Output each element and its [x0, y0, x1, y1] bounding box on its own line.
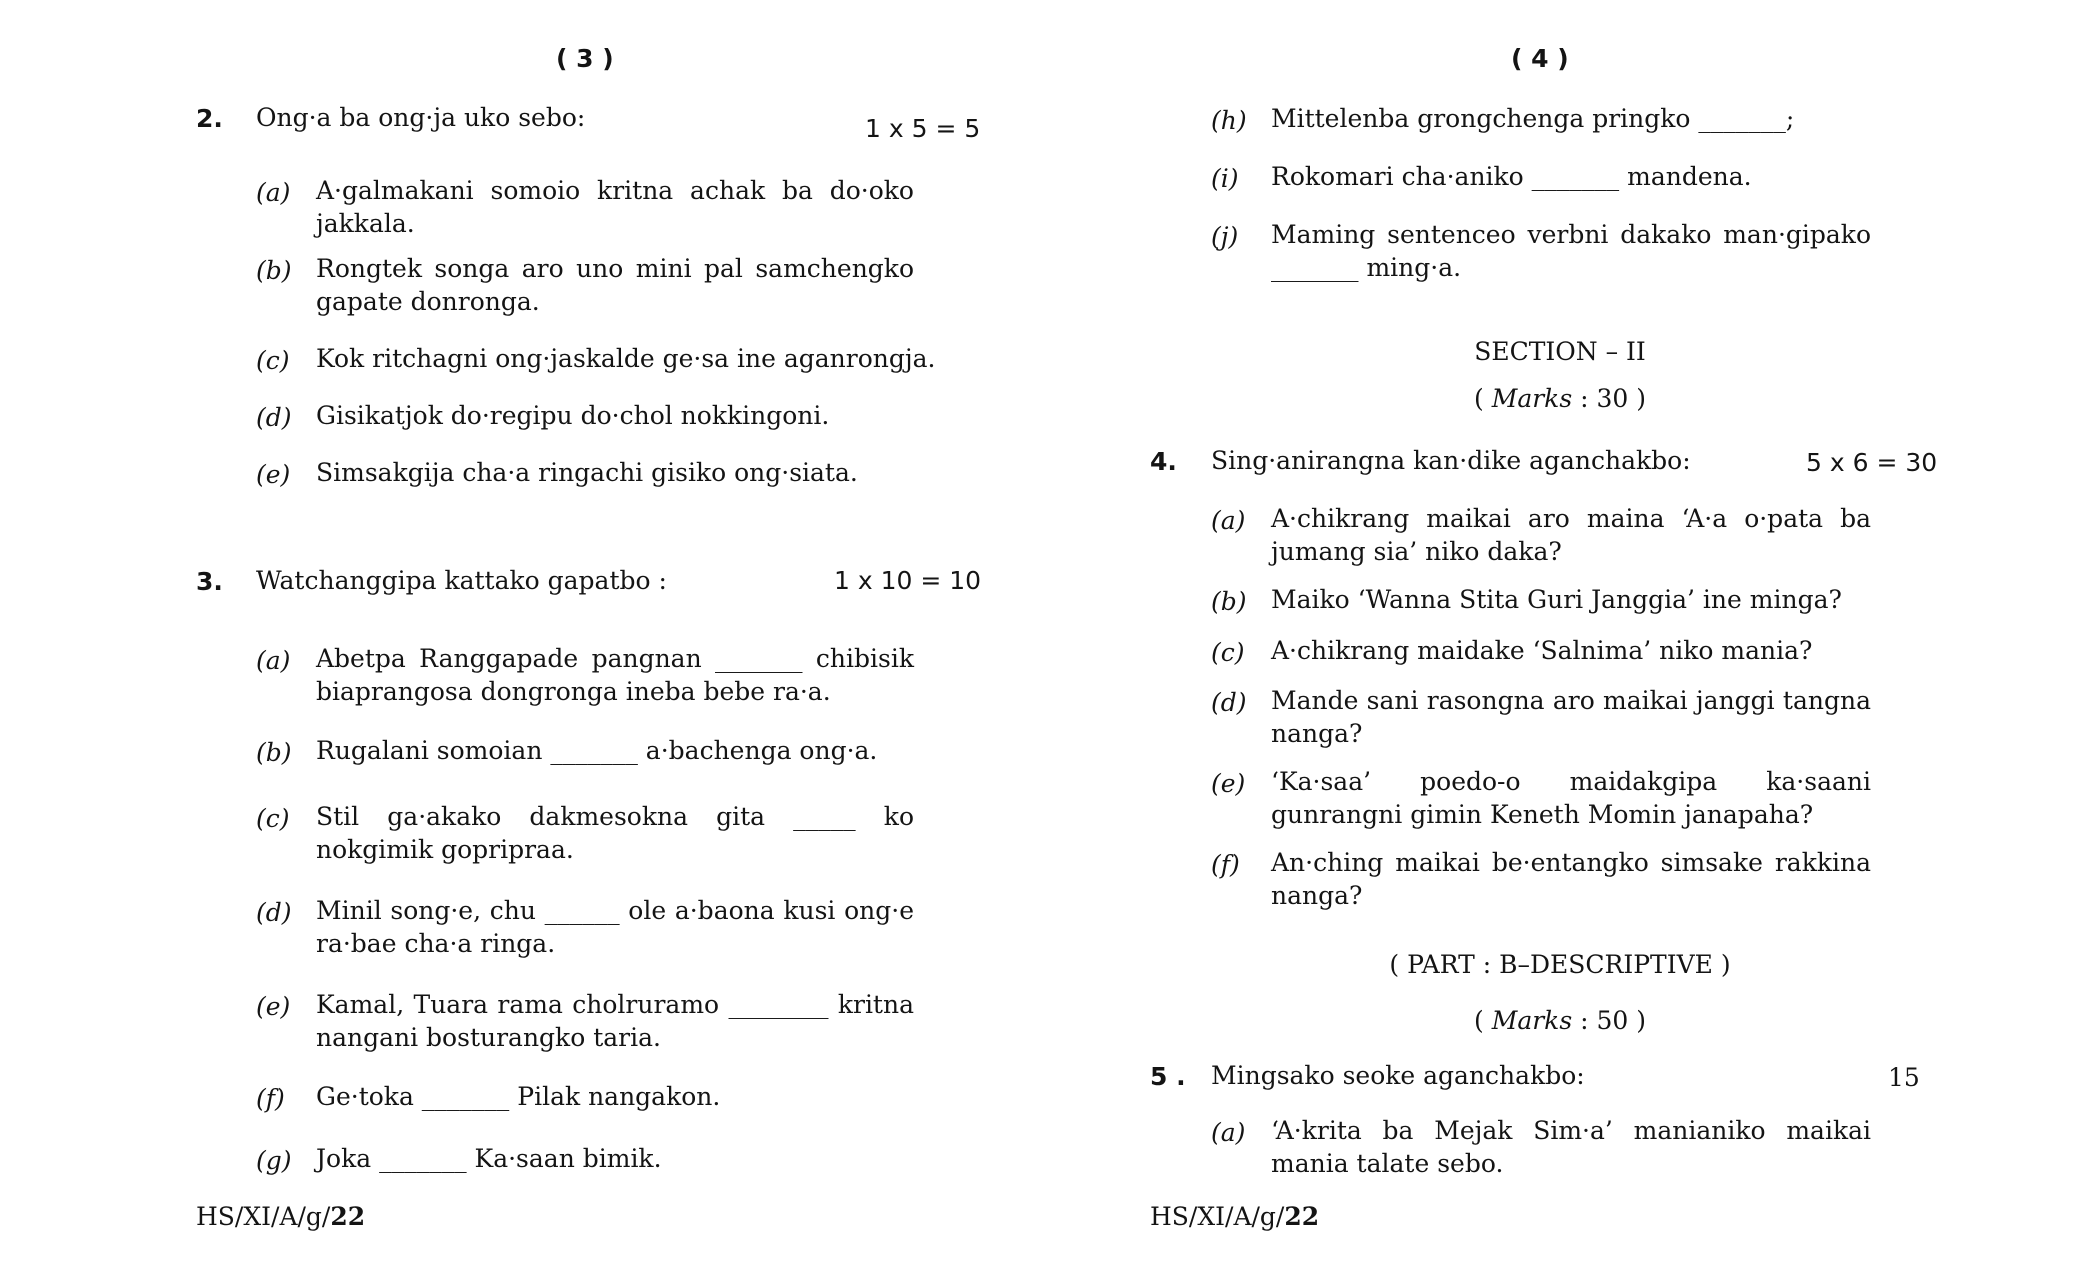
q2-item-c-label: (c): [256, 346, 290, 375]
q4-item-c-label: (c): [1211, 638, 1245, 667]
q4-item-e-label: (e): [1211, 769, 1246, 798]
q3-item-a-label: (a): [256, 646, 291, 675]
q4-item-c-text: A·chikrang maidake ‘Salnima’ niko mania?: [1271, 636, 1813, 665]
question-5-number: 5 .: [1150, 1062, 1186, 1091]
section-marks: ( Marks : 30 ): [1474, 384, 1646, 413]
part-title: ( PART : B–DESCRIPTIVE ): [1389, 950, 1731, 979]
page-number: ( 4 ): [1511, 44, 1569, 73]
footer-code-bold: 22: [1284, 1202, 1320, 1231]
q3-item-d-text: Minil song·e, chu ______ ole a·baona kusi ong·e ra·bae cha·a ringa.: [316, 896, 914, 958]
question-2-number: 2.: [196, 104, 223, 133]
question-4-number: 4.: [1150, 447, 1177, 476]
footer-code-bold: 22: [330, 1202, 366, 1231]
q3-item-g-text: Joka _______ Ka·saan bimik.: [316, 1144, 662, 1173]
q2-item-e-label: (e): [256, 460, 291, 489]
q4-item-b-label: (b): [1211, 587, 1247, 616]
q3-item-e-text: Kamal, Tuara rama cholruramo ________ kritna nangani bosturangko taria.: [316, 990, 914, 1052]
page-number: ( 3 ): [556, 44, 614, 73]
q3-item-c-label: (c): [256, 804, 290, 833]
footer-code: HS/XI/A/g/: [1150, 1202, 1285, 1231]
footer-code: HS/XI/A/g/: [196, 1202, 331, 1231]
q4-item-b-text: Maiko ‘Wanna Stita Guri Janggia’ ine minga?: [1271, 585, 1842, 614]
q2-item-b-text: Rongtek songa aro uno mini pal samchengko gapate donronga.: [316, 254, 914, 316]
q4-item-d-label: (d): [1211, 688, 1247, 717]
q5-item-a-label: (a): [1211, 1118, 1246, 1147]
part-marks: ( Marks : 50 ): [1474, 1006, 1646, 1035]
q4-item-a-text: A·chikrang maikai aro maina ‘A·a o·pata ba jumang sia’ niko daka?: [1271, 504, 1871, 566]
q3-item-h-text: Mittelenba grongchenga pringko _______;: [1271, 104, 1795, 133]
q4-item-e-text: ‘Ka·saa’ poedo-o maidakgipa ka·saani gunrangni gimin Keneth Momin janapaha?: [1271, 767, 1871, 829]
page-footer: [1150, 1202, 1319, 1231]
q4-item-a-label: (a): [1211, 506, 1246, 535]
q4-item-d-text: Mande sani rasongna aro maikai janggi tangna nanga?: [1271, 686, 1871, 748]
q4-item-f-text: An·ching maikai be·entangko simsake rakkina nanga?: [1271, 848, 1871, 910]
q3-item-e-label: (e): [256, 992, 291, 1021]
q3-item-i-text: Rokomari cha·aniko _______ mandena.: [1271, 162, 1752, 191]
question-3-number: 3.: [196, 567, 223, 596]
q2-item-b-label: (b): [256, 256, 292, 285]
q3-item-j-text: Maming sentenceo verbni dakako man·gipako _______ ming·a.: [1271, 220, 1871, 282]
question-2-text: Ong·a ba ong·ja uko sebo:: [256, 103, 586, 132]
question-3-text: Watchanggipa kattako gapatbo :: [256, 566, 667, 595]
q3-item-j-label: (j): [1211, 222, 1239, 251]
q2-item-c-text: Kok ritchagni ong·jaskalde ge·sa ine aganrongja.: [316, 344, 936, 373]
right-page: [1050, 0, 2100, 1275]
question-5-text: Mingsako seoke aganchakbo:: [1211, 1061, 1585, 1090]
q4-item-f-label: (f): [1211, 850, 1240, 879]
q2-item-d-label: (d): [256, 403, 292, 432]
q3-item-b-label: (b): [256, 738, 292, 767]
question-3-marks: 1 x 10 = 10: [834, 566, 982, 595]
q3-item-b-text: Rugalani somoian _______ a·bachenga ong·a.: [316, 736, 878, 765]
q3-item-c-text: Stil ga·akako dakmesokna gita _____ ko nokgimik gopripraa.: [316, 802, 914, 864]
q3-item-f-label: (f): [256, 1084, 285, 1113]
question-2-marks: 1 x 5 = 5: [865, 114, 981, 143]
question-4-marks: 5 x 6 = 30: [1806, 448, 1938, 477]
q3-item-d-label: (d): [256, 898, 292, 927]
q2-item-d-text: Gisikatjok do·regipu do·chol nokkingoni.: [316, 401, 830, 430]
q5-item-a-text: ‘A·krita ba Mejak Sim·a’ manianiko maikai mania talate sebo.: [1271, 1116, 1871, 1178]
q3-item-f-text: Ge·toka _______ Pilak nangakon.: [316, 1082, 721, 1111]
q3-item-i-label: (i): [1211, 164, 1239, 193]
question-4-text: Sing·anirangna kan·dike aganchakbo:: [1211, 446, 1691, 475]
q3-item-h-label: (h): [1211, 106, 1247, 135]
q3-item-a-text: Abetpa Ranggapade pangnan _______ chibisik biaprangosa dongronga ineba bebe ra·a.: [316, 644, 914, 706]
q3-item-g-label: (g): [256, 1146, 292, 1175]
q2-item-a-label: (a): [256, 178, 291, 207]
page-footer: [196, 1202, 365, 1231]
question-5-marks: 15: [1888, 1063, 1920, 1092]
q2-item-e-text: Simsakgija cha·a ringachi gisiko ong·siata.: [316, 458, 858, 487]
section-title: SECTION – II: [1474, 337, 1646, 366]
q2-item-a-text: A·galmakani somoio kritna achak ba do·oko jakkala.: [316, 176, 914, 238]
